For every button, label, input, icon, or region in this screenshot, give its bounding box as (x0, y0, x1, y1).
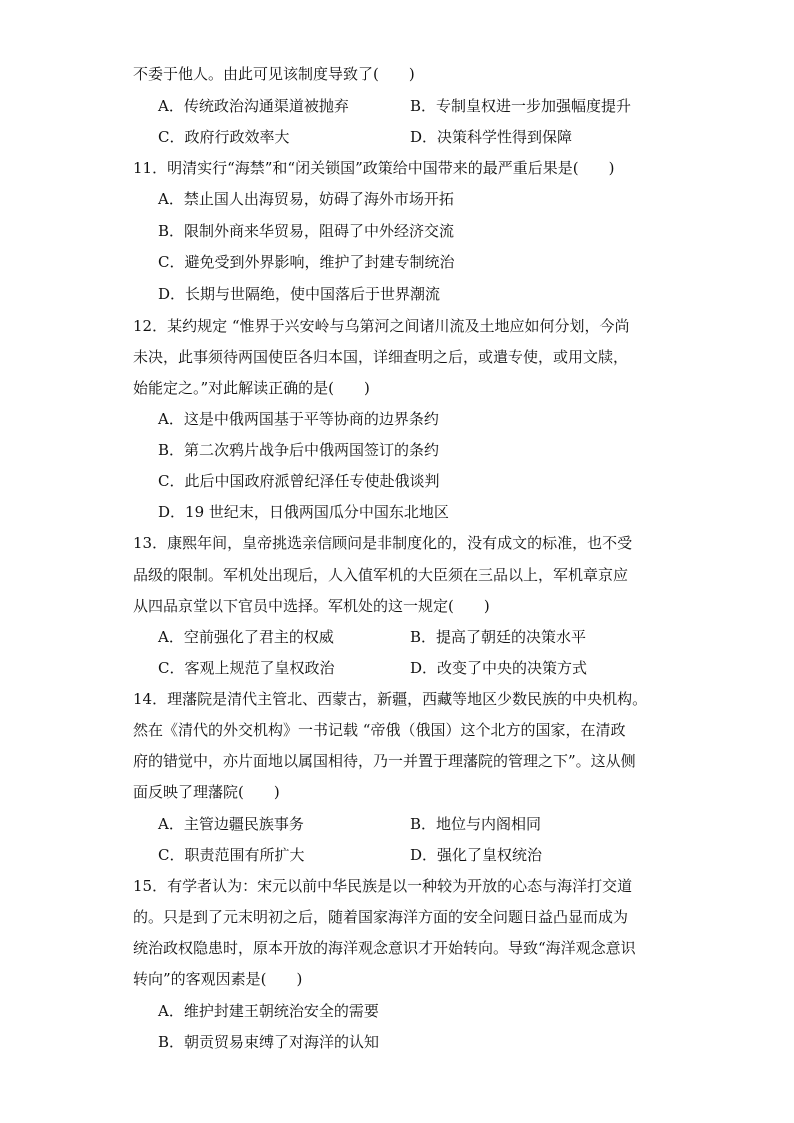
q14-option-a[interactable]: A．主管边疆民族事务 (158, 815, 304, 833)
q15-stem-line-1: 15．有学者认为：宋元以前中华民族是以一种较为开放的心态与海洋打交道 (133, 877, 633, 895)
q11-option-c[interactable]: C．避免受到外界影响，维护了封建专制统治 (158, 253, 455, 271)
q14-option-c[interactable]: C．职责范围有所扩大 (158, 846, 305, 864)
q11-option-b[interactable]: B．限制外商来华贸易，阻碍了中外经济交流 (158, 222, 455, 240)
q12-option-b[interactable]: B．第二次鸦片战争后中俄两国签订的条约 (158, 441, 440, 459)
q15-stem-line-2: 的。只是到了元末明初之后，随着国家海洋方面的安全问题日益凸显而成为 (133, 908, 629, 926)
q14-stem-line-1: 14．理藩院是清代主管北、西蒙古，新疆，西藏等地区少数民族的中央机构。 (133, 690, 648, 708)
q13-stem-line-1: 13．康熙年间，皇帝挑选亲信顾问是非制度化的，没有成文的标准，也不受 (133, 534, 633, 552)
q15-option-a[interactable]: A．维护封建王朝统治安全的需要 (158, 1002, 379, 1020)
q10-option-c[interactable]: C．政府行政效率大 (158, 128, 290, 146)
q11-option-a[interactable]: A．禁止国人出海贸易，妨碍了海外市场开拓 (158, 190, 454, 208)
q12-option-d[interactable]: D．19 世纪末，日俄两国瓜分中国东北地区 (158, 503, 449, 521)
q14-stem-line-3: 府的错觉中，亦片面地以属国相待，乃一并置于理藩院的管理之下”。这从侧 (133, 752, 636, 770)
q11-option-d[interactable]: D．长期与世隔绝，使中国落后于世界潮流 (158, 285, 441, 303)
q13-option-b[interactable]: B．提高了朝廷的决策水平 (410, 628, 587, 646)
q12-option-c[interactable]: C．此后中国政府派曾纪泽任专使赴俄谈判 (158, 472, 440, 490)
q12-stem-line-1: 12．某约规定 “惟界于兴安岭与乌第河之间诸川流及土地应如何分划，今尚 (133, 317, 630, 335)
q10-stem-tail: 不委于他人。由此可见该制度导致了( ) (133, 65, 415, 83)
q13-option-a[interactable]: A．空前强化了君主的权威 (158, 628, 334, 646)
q14-option-b[interactable]: B．地位与内阁相同 (410, 815, 542, 833)
q14-stem-line-2: 然在《清代的外交机构》一书记载 “帝俄（俄国）这个北方的国家，在清政 (133, 721, 626, 739)
q13-stem-line-2: 品级的限制。军机处出现后，人入值军机的大臣须在三品以上，军机章京应 (133, 566, 629, 584)
q13-option-d[interactable]: D．改变了中央的决策方式 (410, 659, 588, 677)
q14-option-d[interactable]: D．强化了皇权统治 (410, 846, 543, 864)
q10-option-d[interactable]: D．决策科学性得到保障 (410, 128, 573, 146)
q15-stem-line-4: 转向”的客观因素是( ) (133, 970, 303, 988)
q15-stem-line-3: 统治政权隐患时，原本开放的海洋观念意识才开始转向。导致“海洋观念意识 (133, 939, 636, 957)
q13-option-c[interactable]: C．客观上规范了皇权政治 (158, 659, 335, 677)
q13-stem-line-3: 从四品京堂以下官员中选择。军机处的这一规定( ) (133, 597, 490, 615)
q11-stem: 11．明清实行“海禁”和“闭关锁国”政策给中国带来的最严重后果是( ) (133, 159, 615, 177)
q10-option-a[interactable]: A．传统政治沟通渠道被抛弃 (158, 97, 349, 115)
q10-option-b[interactable]: B．专制皇权进一步加强幅度提升 (410, 97, 632, 115)
q12-stem-line-3: 始能定之。”对此解读正确的是( ) (133, 379, 370, 397)
q12-stem-line-2: 未决，此事须待两国使臣各归本国，详细查明之后，或遣专使，或用文牍， (133, 348, 629, 366)
q15-option-b[interactable]: B．朝贡贸易束缚了对海洋的认知 (158, 1033, 380, 1051)
q14-stem-line-4: 面反映了理藩院( ) (133, 783, 280, 801)
q12-option-a[interactable]: A．这是中俄两国基于平等协商的边界条约 (158, 410, 439, 428)
